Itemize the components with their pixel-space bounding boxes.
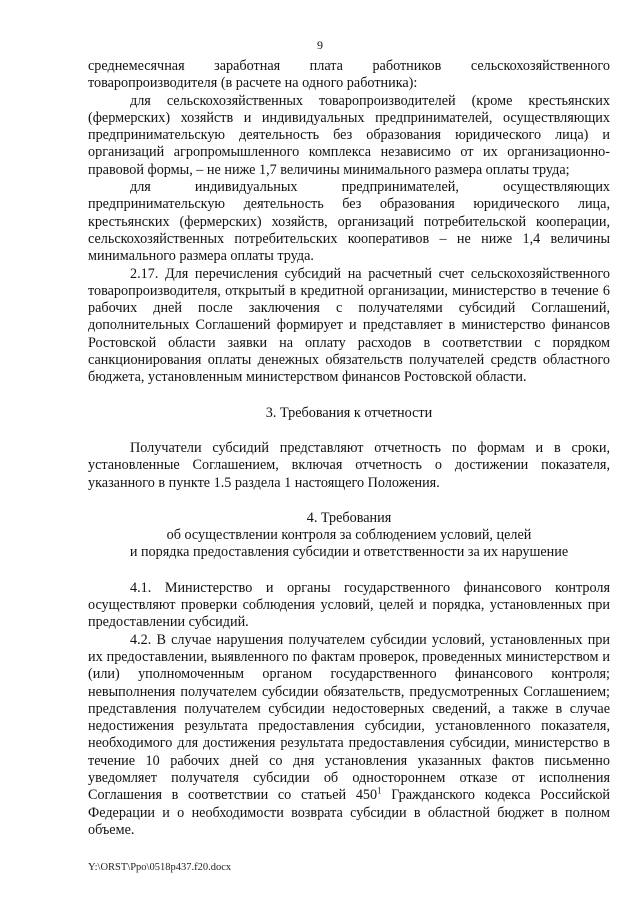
section-4-heading-line2: об осуществлении контроля за соблюдением условий, целей xyxy=(166,527,532,544)
paragraph-wage-entrepreneurs: для индивидуальных предпринимателей, осуществляющих предпринимательскую деятельность без образования юридического лица, крестьянских (фермерских) хозяйств, организаций потребительской кооперации, сельскохозяйственных потребительских кооперативов – не ниже 1,4 величины минимального размера оплаты труда. xyxy=(88,179,610,265)
section-3-heading: 3. Требования к отчетности xyxy=(265,404,433,421)
paragraph-wage-agro: для сельскохозяйственных товаропроизводителей (кроме крестьянских (фермерских) хозяйств и индивидуальных предпринимателей, осуществляющих предпринимательскую деятельность без образования юридического лица) и организаций агропромышленного комплекса независимо от их организационно-правовой формы, – не ниже 1,7 величины минимального размера оплаты труда; xyxy=(88,92,610,178)
section-4-heading-line1: 4. Требования xyxy=(306,509,392,526)
page-number: 9 xyxy=(317,38,323,52)
article-superscript: 1 xyxy=(377,785,382,796)
document-body xyxy=(88,58,610,839)
paragraph-4-2-tail: Гражданского кодекса Российской Федерации и о необходимости возврата субсидии в областной бюджет в полном объеме. xyxy=(88,787,610,838)
paragraph-4-1: 4.1. Министерство и органы государственного финансового контроля осуществляют проверки соблюдения условий, целей и порядка, установленных при предоставлении субсидий. xyxy=(88,579,610,631)
paragraph-4-2-text: 4.2. В случае нарушения получателем субсидии условий, установленных при их предоставлении, выявленного по фактам проверок, проведенных министерством и (или) уполномоченным органом государственного финансового контроля; невыполнения получателем субсидии обязательств, предусмотренных Соглашением; представления получателем субсидии недостоверных сведений, а также в случае недостижения результата предоставления субсидии, установленного показателя, необходимого для достижения результата предоставления субсидии, министерство в течение 10 рабочих дней со дня установления указанных фактов письменно уведомляет получателя субсидии об одностороннем отказе от исполнения Соглашения в соответствии со статьей 450 xyxy=(88,631,610,804)
paragraph-2-17: 2.17. Для перечисления субсидий на расчетный счет сельскохозяйственного товаропроизводителя, открытый в кредитной организации, министерство в течение 6 рабочих дней после заключения с получателями субсидий Соглашений, дополнительных Соглашений формирует и представляет в министерство финансов Ростовской области заявки на оплату расходов в соответствии с порядком санкционирования оплаты денежных обязательств получателей средств областного бюджета, установленным министерством финансов Ростовской области. xyxy=(88,265,610,386)
file-path-footer: Y:\ORST\Ppo\0518p437.f20.docx xyxy=(88,862,232,873)
paragraph-reporting: Получатели субсидий представляют отчетность по формам и в сроки, установленные Соглашением, включая отчетность о достижении показателя, указанного в пункте 1.5 раздела 1 настоящего Положения. xyxy=(88,439,610,491)
paragraph-wage-intro: среднемесячная заработная плата работников сельскохозяйственного товаропроизводителя (в расчете на одного работника): xyxy=(88,58,610,92)
paragraph-4-2 xyxy=(88,632,610,840)
section-4-heading-line3: и порядка предоставления субсидии и ответственности за их нарушение xyxy=(129,544,569,561)
